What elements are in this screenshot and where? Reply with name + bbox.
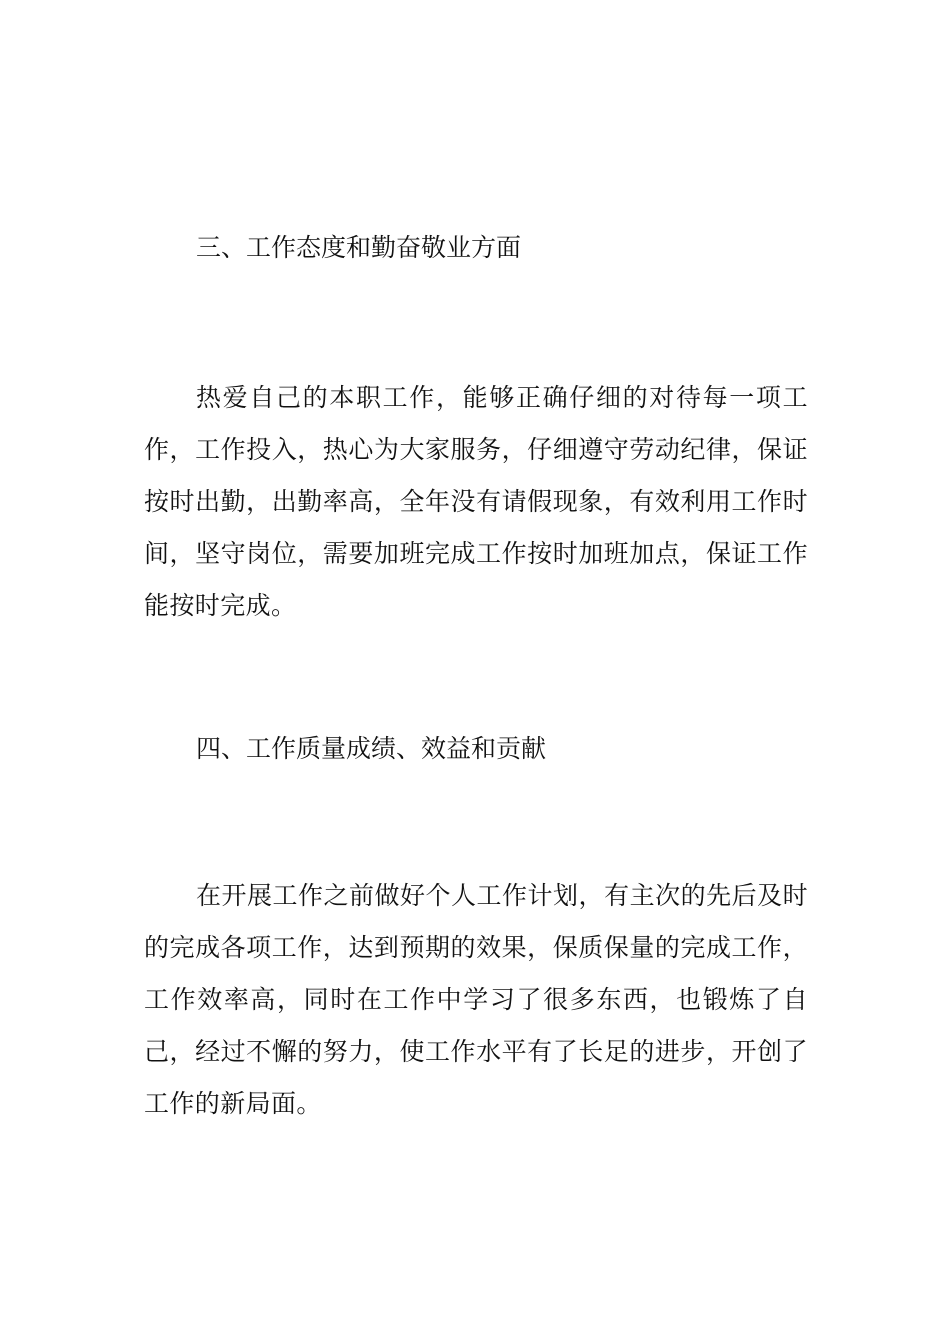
section-body-quality: 在开展工作之前做好个人工作计划，有主次的先后及时的完成各项工作，达到预期的效果，保质保量的完成工作，工作效率高，同时在工作中学习了很多东西，也锻炼了自己，经过不懈的努力，使工作水平有了长足的进步，开创了工作的新局面。 bbox=[144, 881, 808, 1118]
section-heading-attitude: 三、工作态度和勤奋敬业方面 bbox=[196, 233, 522, 262]
section-body-attitude: 热爱自己的本职工作，能够正确仔细的对待每一项工作，工作投入，热心为大家服务，仔细遵守劳动纪律，保证按时出勤，出勤率高，全年没有请假现象，有效利用工作时间，坚守岗位，需要加班完成工作按时加班加点，保证工作能按时完成。 bbox=[144, 383, 808, 620]
section-heading-quality: 四、工作质量成绩、效益和贡献 bbox=[196, 734, 547, 763]
